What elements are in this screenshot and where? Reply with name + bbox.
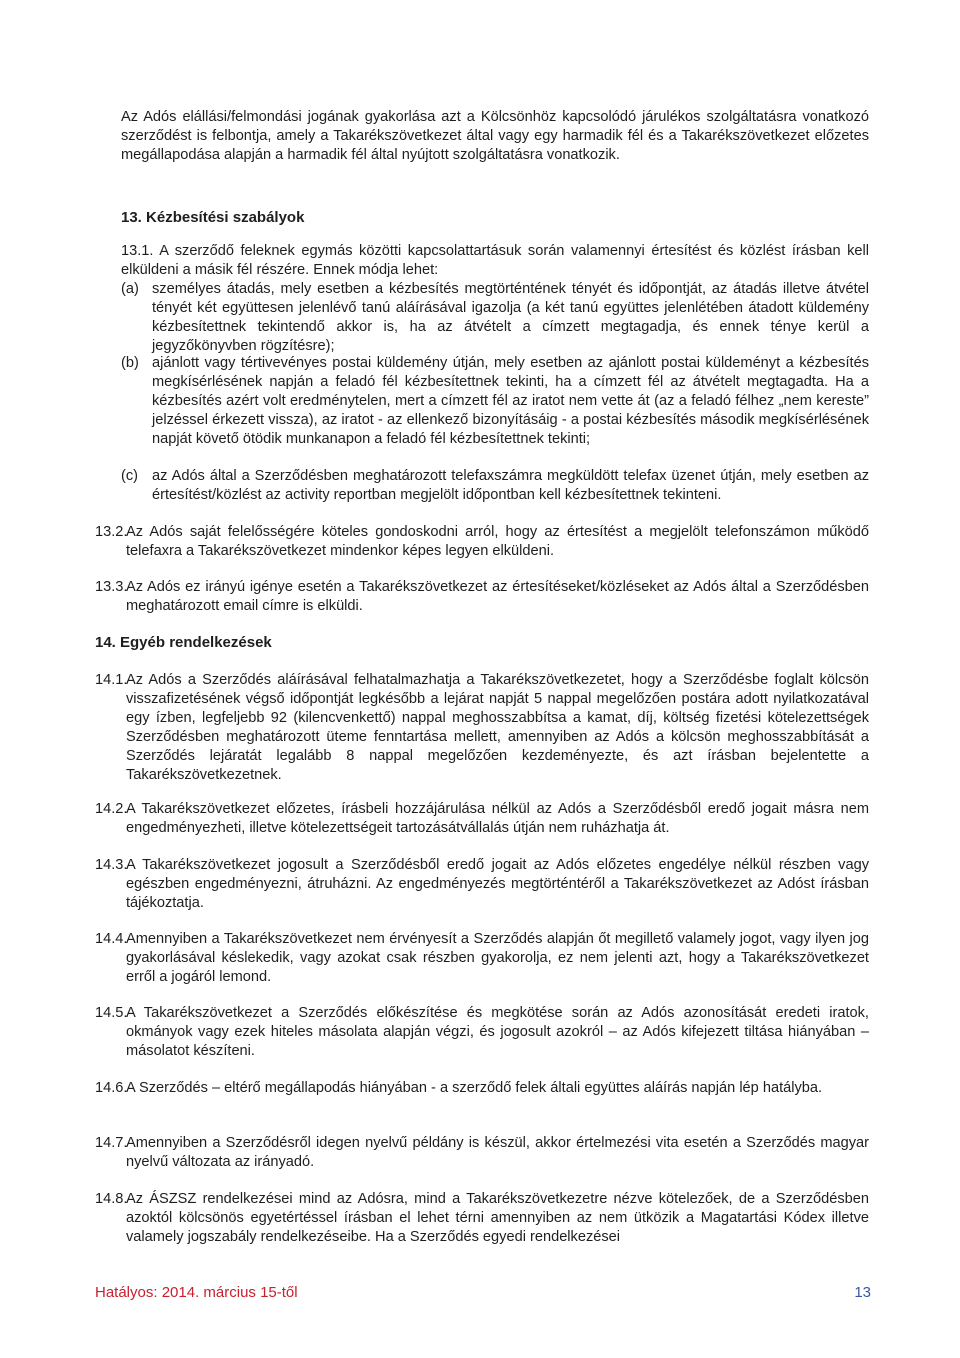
clause-text: Amennyiben a Takarékszövetkezet nem érvényesít a Szerződés alapján őt megillető valamely jogot, vagy ilyen jog gyakorlásával késlekedik, vagy azokat csak részben gyakorolja, ez nem jelenti azt, hogy a Takarékszövetkezet erről a jogáról lemond. xyxy=(126,931,869,985)
section-14-heading: 14. Egyéb rendelkezések xyxy=(95,634,272,651)
footer-page-number: 13 xyxy=(854,1284,871,1301)
clause-13-1-text: A szerződő feleknek egymás közötti kapcsolattartásuk során valamennyi értesítést és közlést írásban kell elküldeni a másik fél részére. Ennek módja lehet: xyxy=(121,243,870,278)
item-label: (c) xyxy=(121,468,139,484)
item-label: (b) xyxy=(121,355,139,371)
clause-text: A Szerződés – eltérő megállapodás hiányában - a szerződő felek általi együttes aláírás napján lép hatályba. xyxy=(126,1080,823,1096)
clause-text: Az ÁSZSZ rendelkezései mind az Adósra, mind a Takarékszövetkezetre nézve kötelezőek, de a Szerződésben azoktól kölcsönös egyetértéssel írásban el lehet térni amennyiben az nem ütközik a Magatartási Kódex illetve valamely jogszabály rendelkezéseibe. Ha a Szerződés egyedi rendelkezései xyxy=(126,1191,869,1245)
clause-13-1-item-c xyxy=(121,467,869,505)
item-text: az Adós által a Szerződésben meghatározott telefaxszámra megküldött telefax üzenet útján, mely esetben az értesítést/közlést az activity reportban megjelölt időpontban kell kézbesítettnek tekinteni. xyxy=(152,468,869,503)
clause-14-1 xyxy=(95,671,869,785)
intro-paragraph xyxy=(121,108,869,165)
clause-number: 14.4. xyxy=(95,931,128,947)
clause-14-6 xyxy=(95,1079,869,1098)
section-13-heading: 13. Kézbesítési szabályok xyxy=(121,209,305,226)
clause-number: 14.3. xyxy=(95,857,128,873)
clause-13-3 xyxy=(95,578,869,616)
item-label: (a) xyxy=(121,281,139,297)
clause-14-8 xyxy=(95,1190,869,1247)
clause-number: 14.7. xyxy=(95,1135,128,1151)
clause-13-1-item-a xyxy=(121,280,869,356)
footer-effective-date: Hatályos: 2014. március 15-től xyxy=(95,1284,298,1301)
clause-13-1-item-b xyxy=(121,354,869,449)
clause-14-4 xyxy=(95,930,869,987)
item-text: ajánlott vagy tértivevényes postai küldemény útján, mely esetben az ajánlott postai küldeményt a kézbesítés megkísérlésének napján a feladó fél kézbesítettnek tekinti, ha a címzett fél az átvételt megtagadta. Ha a kézbesítés azért volt eredménytelen, mert a címzett fél az iratot nem vette át (az a feladó félhez „nem kereste” jelzéssel érkezett vissza), az iratot - az ellenkező bizonyításáig - a postai kézbesítés második megkísérlésének napját követő ötödik munkanapon a feladó fél kézbesítettnek tekinti; xyxy=(152,355,869,447)
clause-13-1-number: 13.1. xyxy=(121,243,154,259)
clause-14-3 xyxy=(95,856,869,913)
clause-13-2 xyxy=(95,523,869,561)
clause-13-1 xyxy=(121,242,869,280)
clause-number: 14.2. xyxy=(95,801,128,817)
clause-number: 14.6. xyxy=(95,1080,128,1096)
clause-text: Amennyiben a Szerződésről idegen nyelvű példány is készül, akkor értelmezési vita esetén a Szerződés magyar nyelvű változata az irányadó. xyxy=(126,1135,869,1170)
clause-14-2 xyxy=(95,800,869,838)
clause-text: Az Adós saját felelősségére köteles gondoskodni arról, hogy az értesítést a megjelölt telefonszámon működő telefaxra a Takarékszövetkezet mindenkor képes legyen elküldeni. xyxy=(126,524,869,559)
clause-number: 13.3. xyxy=(95,579,128,595)
clause-text: Az Adós a Szerződés aláírásával felhatalmazhatja a Takarékszövetkezetet, hogy a Szerződésbe foglalt kölcsön visszafizetésének végső időpontját legkésőbb a lejárat napját 5 nappal megelőzően postára adott nyilatkozatával egy ízben, legfeljebb 92 (kilencvenkettő) nappal meghosszabbítsa a kamat, díj, költség fizetési kötelezettségek Szerződésben meghatározott üteme fenntartása mellett, amennyiben az Adós a kölcsön meghosszabbítását a Szerződés lejáratát legalább 8 nappal megelőzően kezdeményezte, és azt írásban bejelentette a Takarékszövetkezetnek. xyxy=(126,672,869,783)
clause-number: 14.8. xyxy=(95,1191,128,1207)
intro-text: Az Adós elállási/felmondási jogának gyakorlása azt a Kölcsönhöz kapcsolódó járulékos szolgáltatásra vonatkozó szerződést is felbontja, amely a Takarékszövetkezet által vagy egy harmadik fél és a Takarékszövetkezet előzetes megállapodása alapján a harmadik fél által nyújtott szolgáltatásra vonatkozik. xyxy=(121,109,869,163)
clause-text: A Takarékszövetkezet előzetes, írásbeli hozzájárulása nélkül az Adós a Szerződésből eredő jogait másra nem engedményezheti, illetve kötelezettségeit tartozásátvállalás útján nem ruházhatja át. xyxy=(126,801,869,836)
clause-14-7 xyxy=(95,1134,869,1172)
clause-number: 13.2. xyxy=(95,524,128,540)
clause-number: 14.1. xyxy=(95,672,128,688)
clause-text: A Takarékszövetkezet a Szerződés előkészítése és megkötése során az Adós azonosítását eredeti iratok, okmányok vagy ezek hiteles másolata alapján végzi, és jogosult azokról – az Adós kifejezett tiltása hiányában – másolatot készíteni. xyxy=(126,1005,869,1059)
clause-number: 14.5. xyxy=(95,1005,128,1021)
clause-text: Az Adós ez irányú igénye esetén a Takarékszövetkezet az értesítéseket/közléseket az Adós által a Szerződésben meghatározott email címre is elküldi. xyxy=(126,579,869,614)
clause-text: A Takarékszövetkezet jogosult a Szerződésből eredő jogait az Adós előzetes engedélye nélkül részben vagy egészben engedményezni, átruházni. Az engedményezés megtörténtéről a Takarékszövetkezet az Adóst írásban tájékoztatja. xyxy=(126,857,869,911)
clause-13-1-body xyxy=(121,242,869,280)
item-text: személyes átadás, mely esetben a kézbesítés megtörténtének tényét és időpontját, az átadás illetve átvétel tényét két együttesen jelenlévő tanú aláírásával igazolja (a két tanú együttes jelenlétében átadott küldemény kézbesítettnek tekintendő akkor is, ha az átvételt a címzett megtagadja, és ennek ténye kerül a jegyzőkönyvben rögzítésre); xyxy=(152,281,869,354)
clause-14-5 xyxy=(95,1004,869,1061)
